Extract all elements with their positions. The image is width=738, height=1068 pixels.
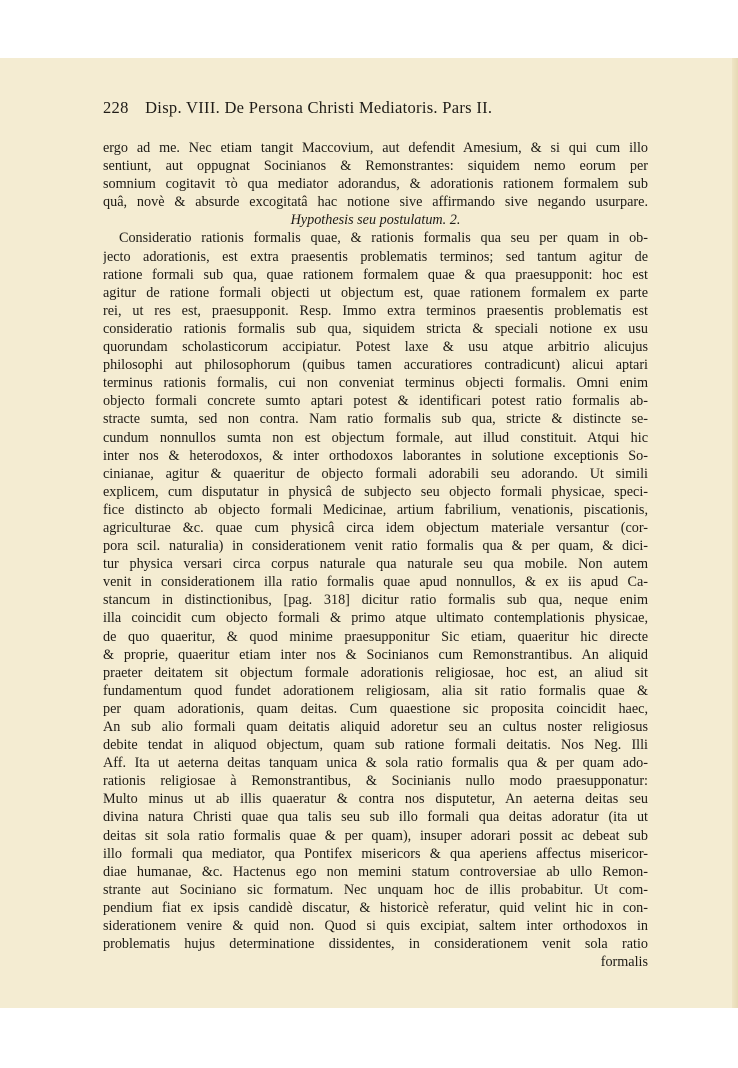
scan-margin-bottom: [0, 1008, 738, 1068]
running-header: [103, 98, 648, 120]
text-line: stracte sumta, sed non contra. Nam ratio formalis sub qua, stricte & distincte se-: [103, 411, 648, 428]
text-line: de quo quaeritur, & quod minime praesupponitur Sic etiam, quaeritur hic directe: [103, 628, 648, 645]
text-line: ratione formali sub qua, quae rationem formalem quae & qua praesupponit: hoc est: [103, 266, 648, 283]
text-line: stancum in distinctionibus, [pag. 318] dicitur ratio formalis sub qua, neque enim: [103, 592, 648, 609]
text-line: per quam adorationis, quam deitas. Cum quaestione sic proposita coincidit haec,: [103, 700, 648, 717]
text-line: pendium fiat ex ipsis candidè discatur, & historicè referatur, quid velint hic in con-: [103, 899, 648, 916]
text-line: diae humanae, &c. Hactenus ego non memini statum controversiae ab ullo Remon-: [103, 863, 648, 880]
text-line: inter nos & heterodoxos, & inter orthodoxos laborantes in solutione exceptionis So-: [103, 447, 648, 464]
text-line: philosophi aut philosophorum (quibus tamen accuratiores contradicunt) alicui aptari: [103, 357, 648, 374]
text-line: problematis hujus determinatione dissidentes, in considerationem venit sola ratio: [103, 936, 648, 953]
text-line: sentiunt, aut oppugnat Socinianos & Remonstrantes: siquidem nemo eorum per: [103, 158, 648, 175]
text-line: illo formali qua mediator, qua Pontifex misericors & qua aperiens affectus misericor-: [103, 845, 648, 862]
text-line: consideratio rationis formalis sub qua, siquidem stricta & speciali notione ex usu: [103, 320, 648, 337]
text-line: quâ, novè & absurde excogitatâ hac notione sive affirmando sive negando usurpare.: [103, 194, 648, 211]
text-line: quorundam scholasticorum accipiatur. Potest laxe & usu atque arbitrio alicujus: [103, 339, 648, 356]
text-line: jecto adorationis, est extra praesentis problematis terminos; sed tantum agitur de: [103, 248, 648, 265]
text-line: strante aut Sociniano sic formatum. Nec unquam hoc de illis probabitur. Ut com-: [103, 881, 648, 898]
text-line: An sub alio formali quam deitatis aliquid adoretur seu an cultus noster religiosus: [103, 719, 648, 735]
text-line: Multo minus ut ab illis quaeratur & contra nos disputetur, An aeterna deitas seu: [103, 791, 648, 808]
text-line: fice distincto ab objecto formali Medicinae, artium fabrilium, venationis, piscationis,: [103, 501, 648, 518]
text-line: terminus rationis formalis, cui non conveniat terminus objecti formalis. Omni enim: [103, 375, 648, 392]
page-number: 228: [103, 98, 129, 117]
section-heading: Hypothesis seu postulatum. 2.: [290, 212, 461, 229]
text-line: cinianae, agitur & quaeritur de objecto formali adorabili seu adorando. Ut simili: [103, 465, 648, 482]
text-line: illa coincidit cum objecto formali & primo atque ultimato contemplationis physicae,: [103, 610, 648, 627]
text-line: debite tendat in aliquod objectum, quam sub ratione formali deitatis. Nos Neg. Illi: [103, 737, 648, 754]
scan-margin-top: [0, 0, 738, 58]
text-line: explicem, cum disputatur in physicâ de subjecto seu objecto formali physicae, speci-: [103, 483, 648, 500]
text-line: rei, ut res est, praesupponit. Resp. Immo extra terminos praesentis problematis est: [103, 302, 648, 319]
text-line: agitur de ratione formali objecti ut objectum est, quae rationem formalem ex parte: [103, 284, 648, 301]
text-line: ergo ad me. Nec etiam tangit Maccovium, aut defendit Amesium, & si qui cum illo: [103, 140, 648, 156]
text-line: tur physica versari circa corpus naturale qua naturale seu qua mobile. Non autem: [103, 556, 648, 573]
running-title: Disp. VIII. De Persona Christi Mediatoris. Pars II.: [145, 98, 493, 117]
text-line: fundamentum quod fundet adorationem religiosam, alia sit ratio formalis quae &: [103, 682, 648, 699]
text-line: siderationem venire & quid non. Quod si quis excipiat, saltem inter orthodoxos in: [103, 918, 648, 935]
text-line: cundum nonnullos sumta non est objectum formale, aut illud constituit. Atqui hic: [103, 429, 648, 446]
text-line: Aff. Ita ut aeterna deitas tanquam unica & sola ratio formalis qua & per quam ado-: [103, 755, 648, 772]
text-line: Consideratio rationis formalis quae, & rationis formalis qua seu per quam in ob-: [119, 230, 648, 247]
text-line: agriculturae &c. quae cum physicâ circa idem objectum materiale versantur (cor-: [103, 519, 648, 536]
text-line: & proprie, quaeritur etiam inter nos & Socinianos cum Remonstrantibus. An aliquid: [103, 646, 648, 663]
text-line: rationis religiosae à Remonstrantibus, & Socinianis nullo modo praesupponatur:: [103, 773, 648, 790]
text-line: venit in considerationem illa ratio formalis quae apud nonnullos, & ex iis apud Ca-: [103, 574, 648, 591]
text-line: somnium cogitavit τὸ qua mediator adorandus, & adorationis rationem formalem sub: [103, 176, 648, 193]
text-line: objecto formali concrete sumto aptari potest & identificari potest ratio formalis ab-: [103, 393, 648, 410]
body-text: [103, 139, 648, 971]
text-line: deitas sit sola ratio formalis quae & per quam), insuper adorari possit ac debeat sub: [103, 827, 648, 844]
text-line: pora scil. naturalia) in considerationem venit ratio formalis qua & per quam, & dici-: [103, 538, 648, 555]
catchword: formalis: [600, 954, 648, 971]
page-edge: [732, 58, 738, 1008]
text-line: praeter deitatem sit objectum formale adorationis religiosae, hoc est, an aliud sit: [103, 664, 648, 681]
text-line: divina natura Christi quae qua talis seu sub illo formali qua deitas adoratur (ita ut: [103, 809, 648, 826]
